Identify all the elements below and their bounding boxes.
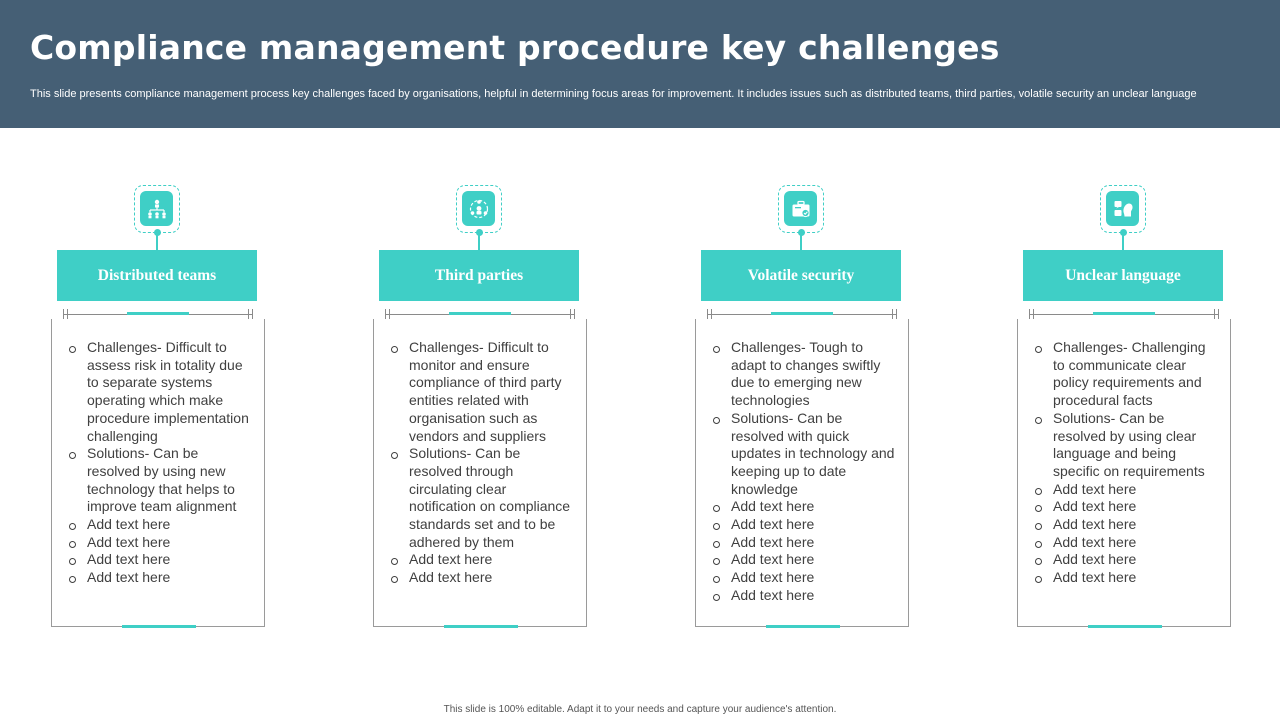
icon-frame [1100,185,1146,233]
list-item: Add text here [389,569,574,587]
list-item: Add text here [1033,516,1218,534]
list-item: Add text here [711,569,896,587]
list-item: Add text here [1033,569,1218,587]
list-item: Add text here [389,551,574,569]
card-title: Unclear language [1023,250,1223,301]
list-item: Add text here [67,534,252,552]
list-item: Add text here [1033,481,1218,499]
content-box [373,319,587,627]
card-unclear-language [1023,185,1243,630]
list-item: Add text here [711,551,896,569]
bullet-list [711,339,896,605]
list-item: Add text here [67,569,252,587]
page-title: Compliance management procedure key challenges [30,28,1000,67]
footer-note: This slide is 100% editable. Adapt it to your needs and capture your audience's attention. [443,704,837,715]
security-briefcase-icon [790,198,812,220]
list-item: Solutions- Can be resolved through circulating clear notification on compliance standards set and to be adhered by them [389,445,574,551]
bullet-list [67,339,252,587]
card-title: Distributed teams [57,250,257,301]
list-item: Add text here [1033,498,1218,516]
ruler-divider [1029,309,1219,319]
connector-dot [476,229,483,236]
list-item: Add text here [711,498,896,516]
people-network-icon [468,198,490,220]
list-item: Add text here [67,551,252,569]
card-title: Volatile security [701,250,901,301]
connector-dot [1120,229,1127,236]
list-item: Challenges- Challenging to communicate clear policy requirements and procedural facts [1033,339,1218,410]
list-item: Add text here [67,516,252,534]
list-item: Add text here [711,587,896,605]
content-box [1017,319,1231,627]
list-item: Add text here [711,516,896,534]
connector-dot [798,229,805,236]
list-item: Challenges- Difficult to assess risk in totality due to separate systems operating which make procedure implementation challenging [67,339,252,445]
icon-frame [456,185,502,233]
icon-frame [778,185,824,233]
org-hierarchy-icon [146,198,168,220]
card-distributed-teams [57,185,277,630]
bullet-list [389,339,574,587]
content-box [51,319,265,627]
content-box [695,319,909,627]
page-subtitle: This slide presents compliance management process key challenges faced by organisations, helpful in determining focus areas for improvement. It includes issues such as distributed teams, third parties, volatile security an unclear language [30,88,1197,100]
card-title: Third parties [379,250,579,301]
list-item: Challenges- Tough to adapt to changes swiftly due to emerging new technologies [711,339,896,410]
card-third-parties [379,185,599,630]
icon-frame [134,185,180,233]
card-volatile-security [701,185,921,630]
ruler-divider [63,309,253,319]
ruler-divider [385,309,575,319]
list-item: Solutions- Can be resolved with quick updates in technology and keeping up to date knowledge [711,410,896,499]
list-item: Challenges- Difficult to monitor and ensure compliance of third party entities related with organisation such as vendors and suppliers [389,339,574,445]
bullet-list [1033,339,1218,587]
list-item: Solutions- Can be resolved by using new technology that helps to improve team alignment [67,445,252,516]
list-item: Solutions- Can be resolved by using clear language and being specific on requirements [1033,410,1218,481]
list-item: Add text here [711,534,896,552]
language-speech-icon [1112,198,1134,220]
connector-dot [154,229,161,236]
ruler-divider [707,309,897,319]
header-banner [0,0,1280,128]
list-item: Add text here [1033,551,1218,569]
list-item: Add text here [1033,534,1218,552]
